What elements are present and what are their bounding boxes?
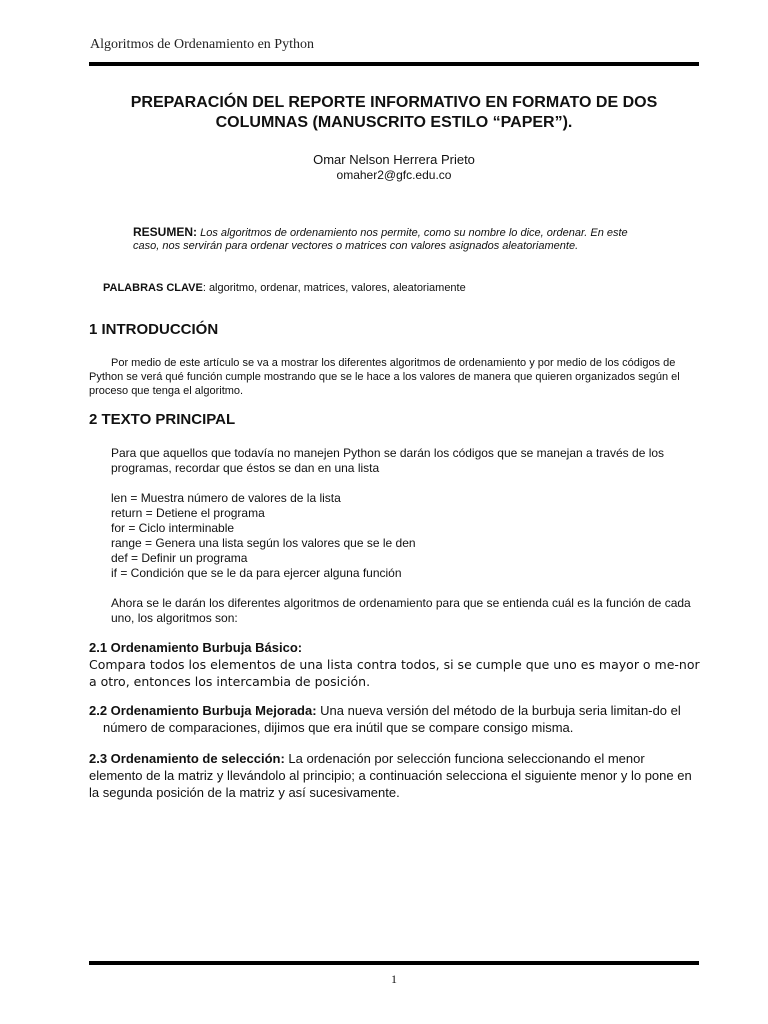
- author-name: Omar Nelson Herrera Prieto: [313, 152, 475, 167]
- title-line-1: PREPARACIÓN DEL REPORTE INFORMATIVO EN FORMATO DE DOS: [130, 94, 658, 111]
- abstract-text: Los algoritmos de ordenamiento nos permite, como su nombre lo dice, ordenar. En este caso, nos servirán para ordenar vectores o matrices con valores asignados aleatoriamente.: [133, 227, 628, 252]
- title-line-2: COLUMNAS (MANUSCRITO ESTILO “PAPER”).: [215, 114, 573, 131]
- page-number: 1: [391, 972, 397, 986]
- paper-title: [89, 93, 699, 133]
- header-rule: [89, 62, 699, 66]
- main-paragraph-1: Para que aquellos que todavía no manejen Python se darán los códigos que se manejan a través de los programas, recordar que éstos se dan en una lista: [111, 446, 665, 475]
- abstract-label: RESUMEN:: [133, 225, 198, 239]
- definition-item: for = Ciclo interminable: [111, 521, 235, 535]
- subsection-2-2-heading: 2.2 Ordenamiento Burbuja Mejorada:: [89, 703, 317, 718]
- subsection-2-3-text: La ordenación por selección funciona seleccionando el menor elemento de la matriz y llevándolo al principio; a continuación selecciona el siguiente menor y lo pone en la segunda posición de la matriz y así sucesivamente.: [89, 751, 692, 800]
- definition-list: [111, 491, 701, 581]
- subsection-2-1-text: Compara todos los elementos de una lista contra todos, si se cumple que uno es mayor o me-nor a otro, entonces los intercambia de posición.: [89, 657, 700, 689]
- footer-rule: [89, 961, 699, 965]
- running-header: Algoritmos de Ordenamiento en Python: [90, 37, 314, 52]
- intro-heading: 1 INTRODUCCIÓN: [89, 321, 219, 338]
- definition-item: if = Condición que se le da para ejercer alguna función: [111, 566, 402, 580]
- subsection-2-1-heading: 2.1 Ordenamiento Burbuja Básico:: [89, 640, 303, 655]
- definition-item: len = Muestra número de valores de la lista: [111, 491, 341, 505]
- subsection-2-2-text: Una nueva versión del método de la burbuja seria limitan-do el número de comparaciones, dijimos que era inútil que se compare consigo misma.: [103, 703, 681, 735]
- subsection-2-2: [89, 702, 715, 736]
- abstract: [133, 226, 633, 253]
- main-paragraph-2: Ahora se le darán los diferentes algoritmos de ordenamiento para que se entienda cuál es la función de cada uno, los algoritmos son:: [111, 596, 691, 625]
- keywords-text: : algoritmo, ordenar, matrices, valores, aleatoriamente: [202, 282, 466, 294]
- definition-item: def = Definir un programa: [111, 551, 248, 565]
- main-heading: 2 TEXTO PRINCIPAL: [89, 411, 236, 428]
- author-email: omaher2@gfc.edu.co: [336, 168, 452, 182]
- keywords-label: PALABRAS CLAVE: [103, 282, 203, 294]
- definition-list-block: [111, 491, 701, 581]
- intro-paragraph: Por medio de este artículo se va a mostrar los diferentes algoritmos de ordenamiento y por medio de los códigos de Python se verá qué función cumple mostrando que se le hace a los valores de manera que quieren organizados según el proceso que tenga el algoritmo.: [89, 357, 680, 397]
- subsection-2-3-heading: 2.3 Ordenamiento de selección:: [89, 751, 285, 766]
- keywords: [103, 282, 703, 294]
- subsection-2-1: [89, 639, 701, 690]
- definition-item: return = Detiene el programa: [111, 506, 265, 520]
- definition-item: range = Genera una lista según los valores que se le den: [111, 536, 416, 550]
- subsection-2-3: [89, 750, 701, 801]
